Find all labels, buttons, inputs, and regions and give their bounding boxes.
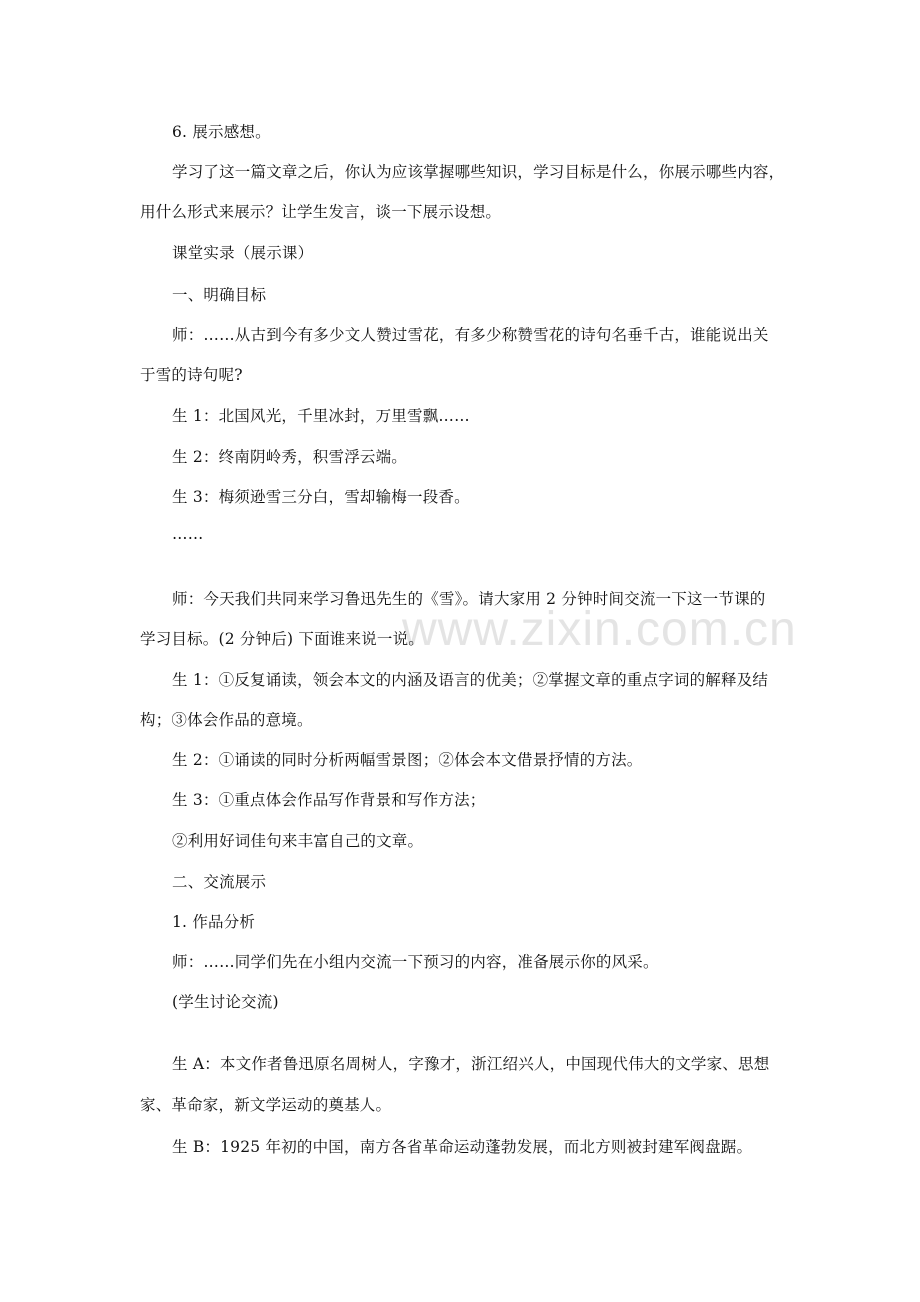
dialogue-line: 师：……同学们先在小组内交流一下预习的内容，准备展示你的风采。	[172, 953, 659, 971]
dialogue-line: 生 1：北国风光，千里冰封，万里雪飘……	[172, 407, 470, 425]
dialogue-line: 生 2：①诵读的同时分析两幅雪景图；②体会本文借景抒情的方法。	[172, 751, 643, 769]
dialogue-line: ②利用好词佳句来丰富自己的文章。	[172, 832, 424, 850]
stage-direction: (学生讨论交流)	[172, 993, 279, 1011]
ellipsis-line: ……	[172, 525, 204, 543]
dialogue-line: 家、革命家，新文学运动的奠基人。	[140, 1096, 392, 1114]
heading-classroom-record: 课堂实录（展示课）	[172, 244, 314, 262]
paragraph-line: 学习目标。(2 分钟后) 下面谁来说一说。	[140, 630, 425, 648]
paragraph-line: 学习了这一篇文章之后，你认为应该掌握哪些知识，学习目标是什么，你展示哪些内容，	[172, 163, 785, 181]
heading-work-analysis: 1. 作品分析	[172, 913, 256, 931]
heading-clear-goals: 一、明确目标	[172, 286, 267, 304]
heading-exchange-show: 二、交流展示	[172, 873, 267, 891]
dialogue-line: 生 A：本文作者鲁迅原名周树人，字豫才，浙江绍兴人，中国现代伟大的文学家、思想	[172, 1055, 770, 1073]
paragraph-line: 于雪的诗句呢?	[140, 366, 243, 384]
watermark: www.zixin.com.cn	[402, 603, 797, 656]
dialogue-line: 生 2：终南阴岭秀，积雪浮云端。	[172, 448, 407, 466]
dialogue-line: 构；③体会作品的意境。	[140, 711, 313, 729]
dialogue-line: 生 3：①重点体会作品写作背景和写作方法；	[172, 791, 486, 809]
section-heading-show-thoughts: 6. 展示感想。	[172, 123, 271, 141]
paragraph-line: 用什么形式来展示？让学生发言，谈一下展示设想。	[140, 203, 502, 221]
dialogue-line: 生 3：梅须逊雪三分白，雪却输梅一段香。	[172, 488, 470, 506]
paragraph-line: 师：……从古到今有多少文人赞过雪花，有多少称赞雪花的诗句名垂千古，谁能说出关	[172, 326, 769, 344]
dialogue-line: 生 1：①反复诵读，领会本文的内涵及语言的优美；②掌握文章的重点字词的解释及结	[172, 671, 769, 689]
paragraph-line: 师：今天我们共同来学习鲁迅先生的《雪》。请大家用 2 分钟时间交流一下这一节课的	[172, 590, 766, 608]
dialogue-line: 生 B：1925 年初的中国，南方各省革命运动蓬勃发展，而北方则被封建军阀盘踞。	[172, 1138, 753, 1156]
